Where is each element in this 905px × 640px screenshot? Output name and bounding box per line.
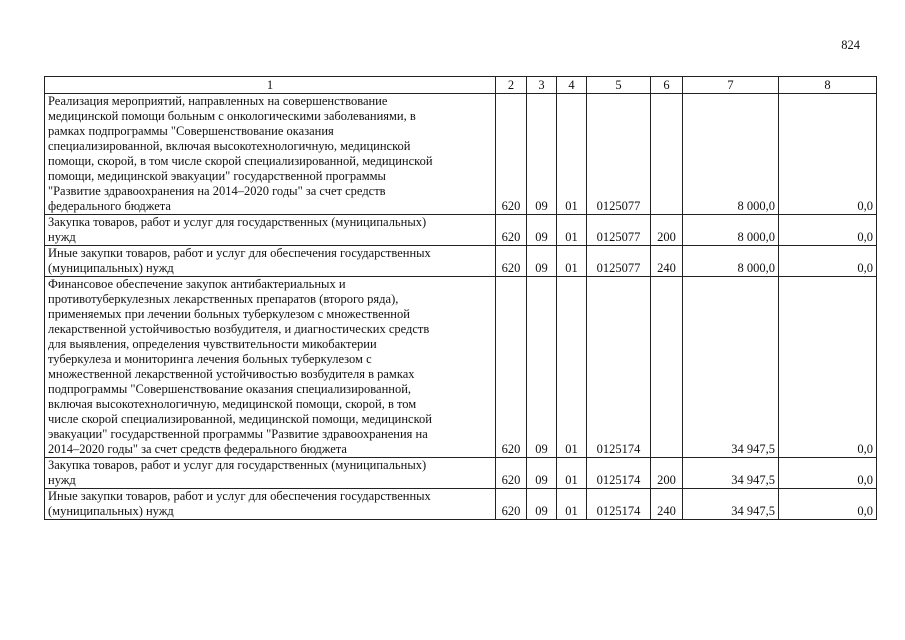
- description-line: Закупка товаров, работ и услуг для государственных (муниципальных): [48, 458, 427, 472]
- section-code: 09: [527, 458, 557, 489]
- description-line: для выявления, определения чувствительности микобактерии: [48, 337, 377, 351]
- amount-col8: 0,0: [779, 277, 877, 458]
- ministry-code: 620: [496, 94, 527, 215]
- row-description: [45, 94, 496, 215]
- target-article-code: 0125077: [587, 94, 651, 215]
- amount-col8: 0,0: [779, 489, 877, 520]
- table-row: [45, 489, 877, 520]
- description-line: эвакуации" государственной программы "Развитие здравоохранения на: [48, 427, 428, 441]
- section-code: 09: [527, 215, 557, 246]
- expense-type-code: 240: [651, 246, 683, 277]
- subsection-code: 01: [557, 489, 587, 520]
- target-article-code: 0125174: [587, 458, 651, 489]
- section-code: 09: [527, 489, 557, 520]
- table-row: [45, 215, 877, 246]
- description-line: нужд: [48, 473, 76, 487]
- section-code: 09: [527, 277, 557, 458]
- subsection-code: 01: [557, 458, 587, 489]
- header-cell: 1: [45, 77, 496, 94]
- expense-type-code: 240: [651, 489, 683, 520]
- target-article-code: 0125077: [587, 215, 651, 246]
- expense-type-code: 200: [651, 458, 683, 489]
- row-description: [45, 277, 496, 458]
- target-article-code: 0125077: [587, 246, 651, 277]
- amount-col8: 0,0: [779, 246, 877, 277]
- row-description: [45, 215, 496, 246]
- section-code: 09: [527, 246, 557, 277]
- header-cell: 7: [683, 77, 779, 94]
- page-number: 824: [841, 38, 860, 52]
- description-line: 2014–2020 годы" за счет средств федерального бюджета: [48, 442, 347, 456]
- ministry-code: 620: [496, 489, 527, 520]
- description-line: Реализация мероприятий, направленных на совершенствование: [48, 94, 388, 108]
- ministry-code: 620: [496, 458, 527, 489]
- row-description: [45, 489, 496, 520]
- subsection-code: 01: [557, 246, 587, 277]
- table-row: [45, 458, 877, 489]
- description-line: применяемых при лечении больных туберкулезом с множественной: [48, 307, 410, 321]
- expense-type-code: [651, 94, 683, 215]
- ministry-code: 620: [496, 277, 527, 458]
- description-line: (муниципальных) нужд: [48, 504, 174, 518]
- description-line: Финансовое обеспечение закупок антибактериальных и: [48, 277, 346, 291]
- description-line: Иные закупки товаров, работ и услуг для обеспечения государственных: [48, 246, 431, 260]
- ministry-code: 620: [496, 246, 527, 277]
- table-row: [45, 277, 877, 458]
- table-row: [45, 246, 877, 277]
- description-line: медицинской помощи больным с онкологическими заболеваниями, в: [48, 109, 416, 123]
- description-line: специализированной, включая высокотехнологичную, медицинской: [48, 139, 411, 153]
- description-line: туберкулеза и мониторинга лечения больных туберкулезом с: [48, 352, 372, 366]
- description-line: числе скорой специализированной, медицинской помощи, медицинской: [48, 412, 432, 426]
- header-cell: 3: [527, 77, 557, 94]
- subsection-code: 01: [557, 277, 587, 458]
- ministry-code: 620: [496, 215, 527, 246]
- target-article-code: 0125174: [587, 489, 651, 520]
- target-article-code: 0125174: [587, 277, 651, 458]
- row-description: [45, 458, 496, 489]
- description-line: включая высокотехнологичную, медицинской помощи, скорой, в том: [48, 397, 417, 411]
- amount-col7: 34 947,5: [683, 277, 779, 458]
- description-line: Закупка товаров, работ и услуг для государственных (муниципальных): [48, 215, 427, 229]
- description-line: нужд: [48, 230, 76, 244]
- row-description: [45, 246, 496, 277]
- header-cell: 4: [557, 77, 587, 94]
- amount-col7: 34 947,5: [683, 458, 779, 489]
- amount-col8: 0,0: [779, 458, 877, 489]
- description-line: помощи, скорой, в том числе скорой специализированной, медицинской: [48, 154, 433, 168]
- description-line: лекарственной устойчивостью возбудителя, и диагностических средств: [48, 322, 430, 336]
- description-line: подпрограммы "Совершенствование оказания специализированной,: [48, 382, 412, 396]
- section-code: 09: [527, 94, 557, 215]
- table-row: [45, 94, 877, 215]
- table-header-row: [45, 77, 877, 94]
- amount-col7: 8 000,0: [683, 94, 779, 215]
- description-line: "Развитие здравоохранения на 2014–2020 годы" за счет средств: [48, 184, 386, 198]
- amount-col7: 34 947,5: [683, 489, 779, 520]
- header-cell: 8: [779, 77, 877, 94]
- description-line: помощи, медицинской эвакуации" государственной программы: [48, 169, 386, 183]
- description-line: рамках подпрограммы "Совершенствование оказания: [48, 124, 334, 138]
- header-cell: 5: [587, 77, 651, 94]
- description-line: множественной лекарственной устойчивостью возбудителя в рамках: [48, 367, 415, 381]
- amount-col7: 8 000,0: [683, 215, 779, 246]
- expense-type-code: 200: [651, 215, 683, 246]
- subsection-code: 01: [557, 94, 587, 215]
- header-cell: 6: [651, 77, 683, 94]
- description-line: противотуберкулезных лекарственных препаратов (второго ряда),: [48, 292, 399, 306]
- description-line: Иные закупки товаров, работ и услуг для обеспечения государственных: [48, 489, 431, 503]
- amount-col8: 0,0: [779, 215, 877, 246]
- expense-type-code: [651, 277, 683, 458]
- budget-table: [44, 76, 877, 520]
- amount-col8: 0,0: [779, 94, 877, 215]
- description-line: федерального бюджета: [48, 199, 171, 213]
- description-line: (муниципальных) нужд: [48, 261, 174, 275]
- amount-col7: 8 000,0: [683, 246, 779, 277]
- subsection-code: 01: [557, 215, 587, 246]
- header-cell: 2: [496, 77, 527, 94]
